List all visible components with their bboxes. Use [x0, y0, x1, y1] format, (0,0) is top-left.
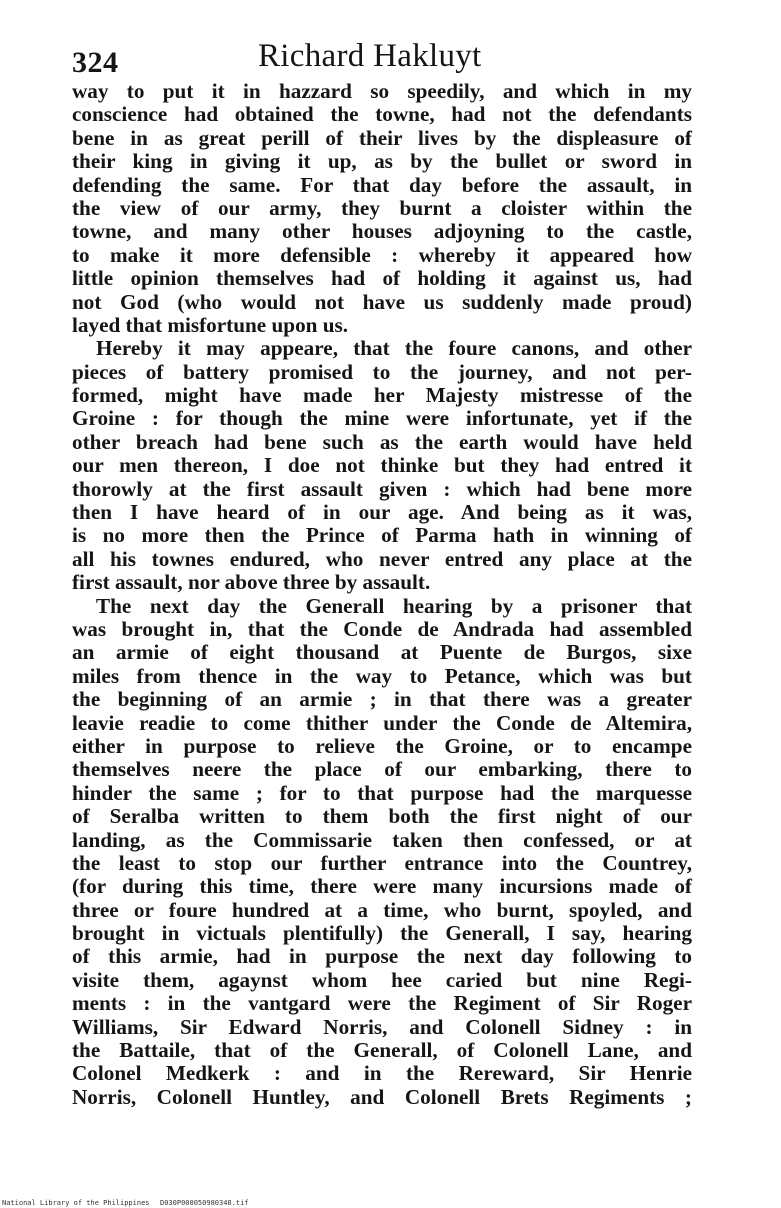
- footer-source: National Library of the Philippines: [2, 1199, 150, 1207]
- text-line: then I have heard of in our age. And being as it was,: [72, 500, 692, 525]
- text-line: first assault, nor above three by assault.: [72, 570, 431, 595]
- text-line: visite them, agaynst whom hee caried but nine Regi-: [72, 967, 692, 992]
- text-line: little opinion themselves had of holding it against us, had: [72, 266, 692, 291]
- text-line: their king in giving it up, as by the bullet or sword in: [72, 149, 692, 174]
- running-title: Richard Hakluyt: [258, 38, 482, 74]
- footer-filename: D030P000050980348.tif: [160, 1199, 249, 1207]
- text-line: the least to stop our further entrance into the Countrey,: [72, 850, 692, 875]
- text-line: not God (who would not have us suddenly made proud): [72, 289, 692, 314]
- text-line: layed that misfortune upon us.: [72, 312, 349, 337]
- text-line: Williams, Sir Edward Norris, and Colonell Sidney : in: [72, 1014, 692, 1039]
- text-line: of this armie, had in purpose the next day following to: [72, 944, 692, 969]
- text-line: either in purpose to relieve the Groine, or to encampe: [72, 733, 692, 758]
- text-line: an armie of eight thousand at Puente de Burgos, sixe: [72, 640, 692, 665]
- text-line: Groine : for though the mine were infortunate, yet if the: [72, 406, 692, 431]
- text-line: Colonel Medkerk : and in the Rereward, Sir Henrie: [72, 1061, 692, 1086]
- page-header: [72, 34, 692, 84]
- paragraph-first-line: Hereby it may appeare, that the foure canons, and other: [96, 336, 692, 361]
- scan-footer: [0, 1196, 781, 1208]
- text-line: the Battaile, that of the Generall, of Colonell Lane, and: [72, 1038, 692, 1063]
- text-line: formed, might have made her Majesty mistresse of the: [72, 383, 692, 408]
- text-line: bene in as great perill of their lives by the displeasure of: [72, 125, 692, 150]
- text-line: thorowly at the first assault given : which had bene more: [72, 476, 692, 501]
- text-line: pieces of battery promised to the journey, and not per-: [72, 359, 692, 384]
- page-number: 324: [72, 46, 119, 79]
- text-line: landing, as the Commissarie taken then confessed, or at: [72, 827, 692, 852]
- text-line: was brought in, that the Conde de Andrada had assembled: [72, 616, 692, 641]
- text-line: leavie readie to come thither under the Conde de Altemira,: [72, 710, 692, 735]
- text-line: ments : in the vantgard were the Regiment of Sir Roger: [72, 991, 692, 1016]
- text-line: three or foure hundred at a time, who burnt, spoyled, and: [72, 897, 692, 922]
- text-line: towne, and many other houses adjoyning to the castle,: [72, 219, 692, 244]
- text-line: conscience had obtained the towne, had not the defendants: [72, 102, 692, 127]
- text-line: way to put it in hazzard so speedily, and which in my: [72, 79, 692, 103]
- text-line: Norris, Colonell Huntley, and Colonell Brets Regiments ;: [72, 1084, 692, 1109]
- text-line: themselves neere the place of our embarking, there to: [72, 757, 692, 782]
- text-line: of Seralba written to them both the first night of our: [72, 804, 692, 829]
- text-line: hinder the same ; for to that purpose had the marquesse: [72, 780, 692, 805]
- text-line: brought in victuals plentifully) the Generall, I say, hearing: [72, 921, 692, 946]
- text-line: other breach had bene such as the earth would have held: [72, 429, 692, 454]
- text-line: the view of our army, they burnt a cloister within the: [72, 195, 692, 220]
- text-line: to make it more defensible : whereby it appeared how: [72, 242, 692, 267]
- text-line: (for during this time, there were many incursions made of: [72, 874, 692, 899]
- text-line: defending the same. For that day before the assault, in: [72, 172, 692, 197]
- text-line: the beginning of an armie ; in that there was a greater: [72, 687, 692, 712]
- text-line: our men thereon, I doe not thinke but they had entred it: [72, 453, 692, 478]
- text-line: miles from thence in the way to Petance, which was but: [72, 663, 692, 688]
- body-text: [72, 80, 692, 1109]
- paragraph-first-line: The next day the Generall hearing by a prisoner that: [96, 593, 692, 618]
- text-line: is no more then the Prince of Parma hath in winning of: [72, 523, 692, 548]
- text-line: all his townes endured, who never entred any place at the: [72, 546, 692, 571]
